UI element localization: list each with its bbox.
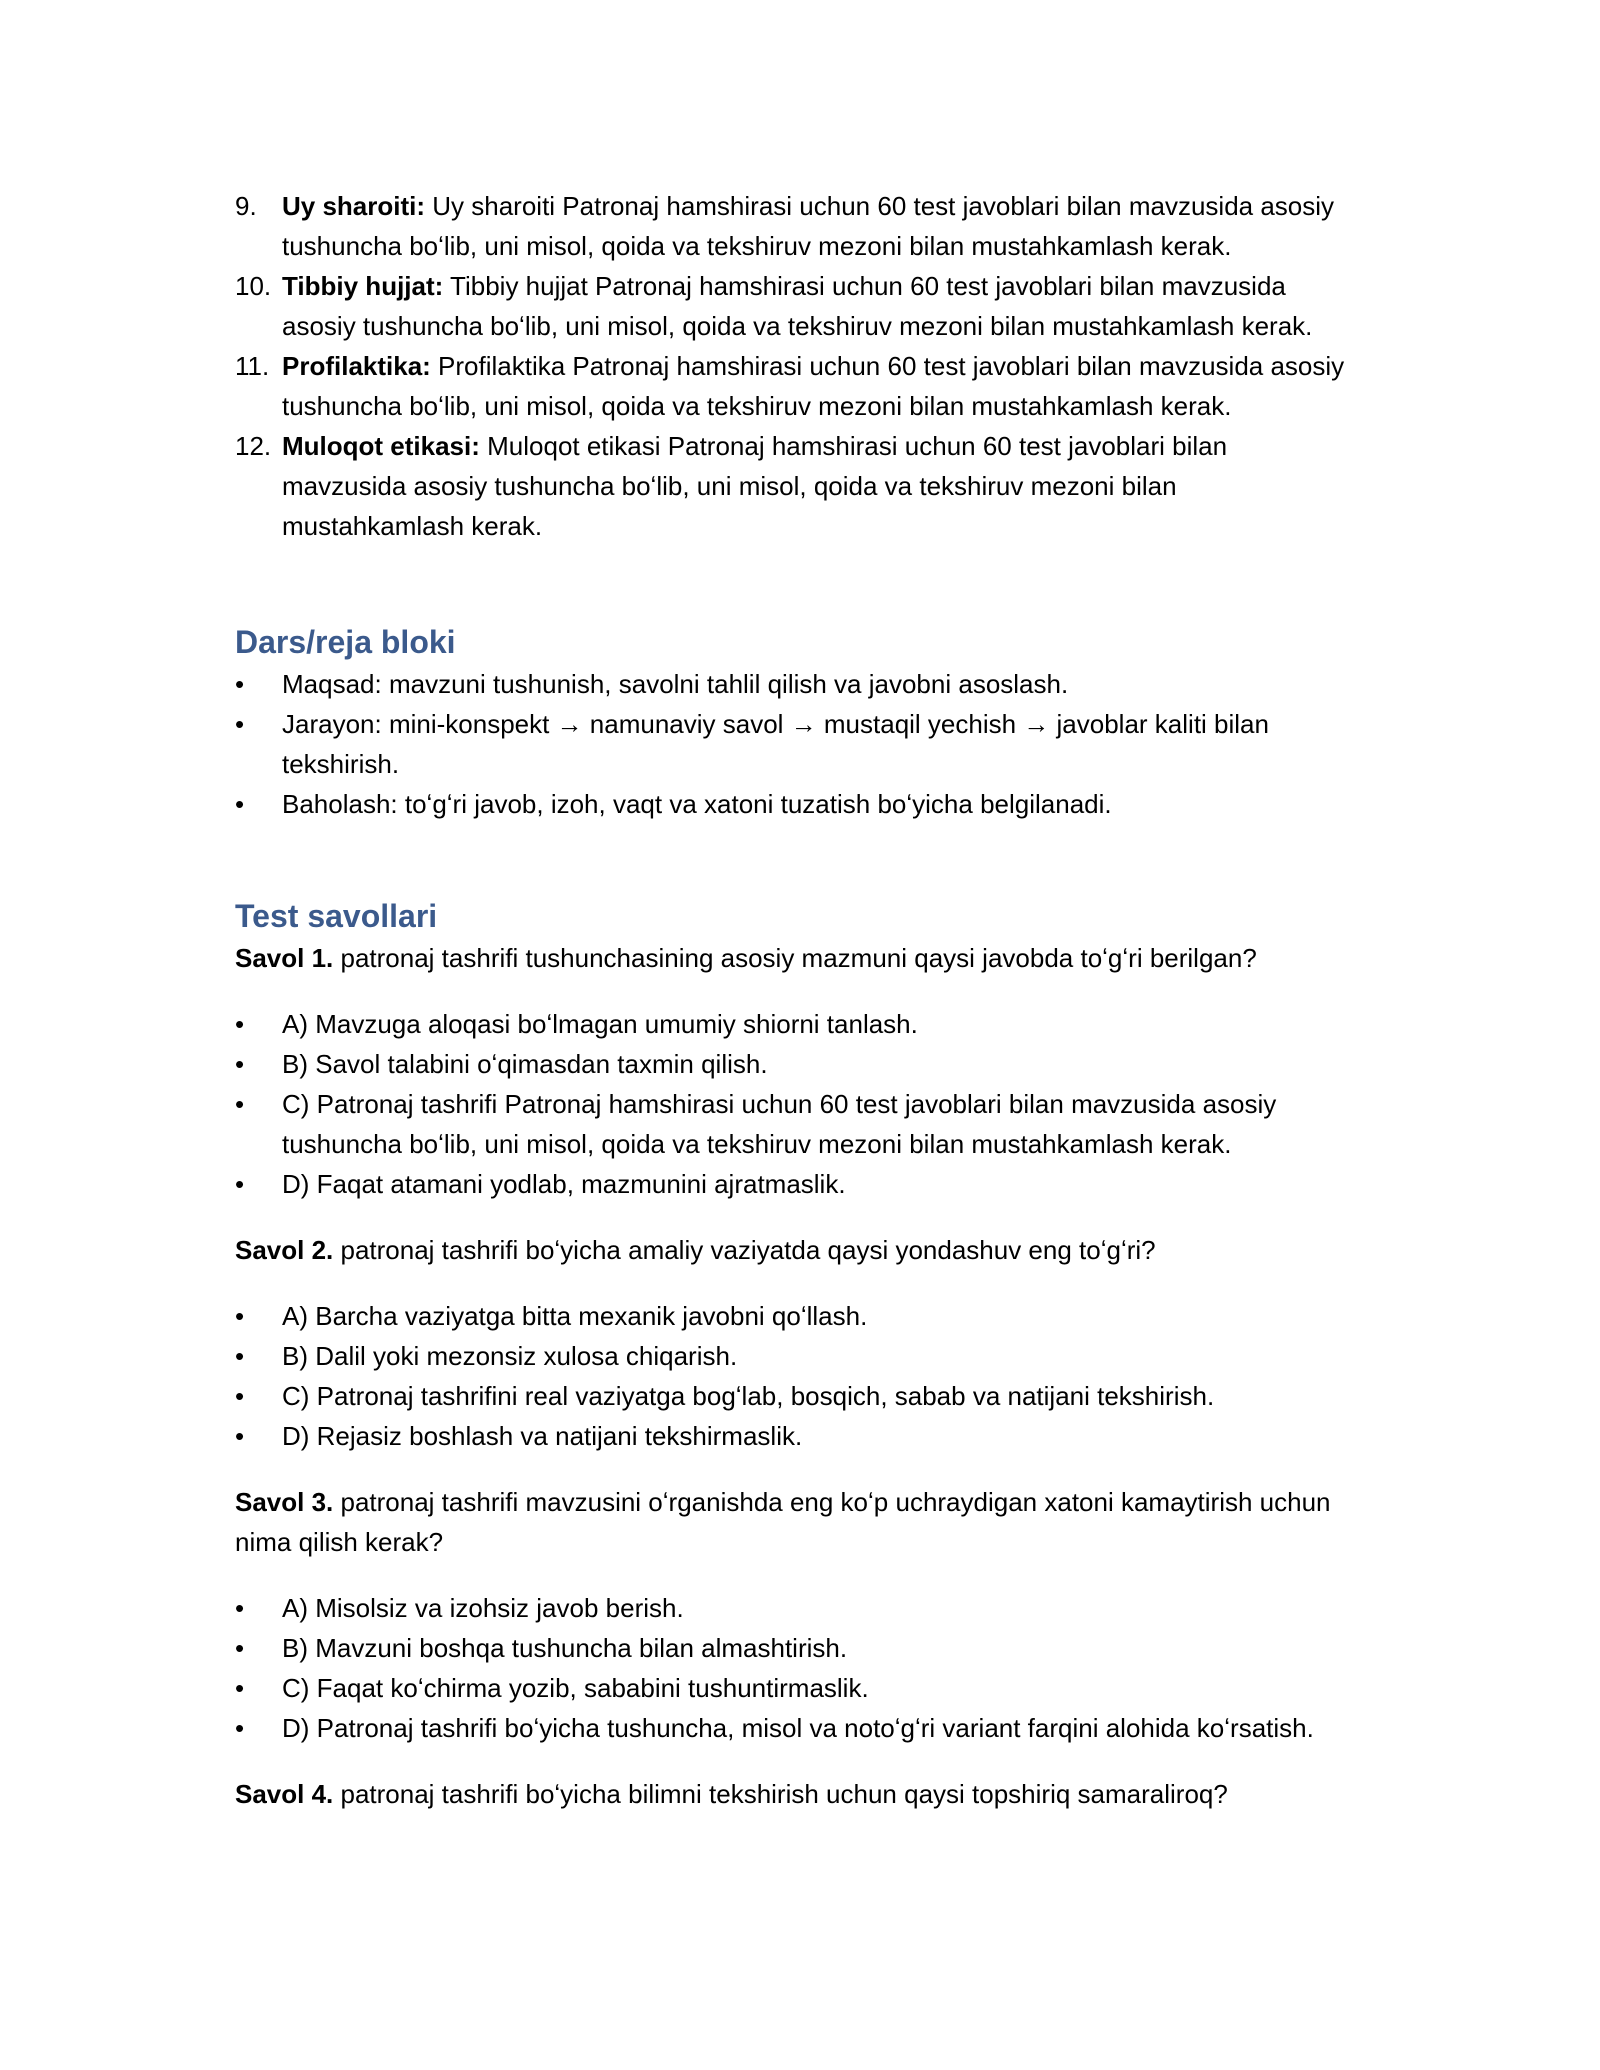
section-heading-lesson: Dars/reja bloki: [235, 624, 456, 660]
option-text: B) Savol talabini oʻqimasdan taxmin qilish.: [282, 1049, 768, 1079]
list-item: [235, 426, 1355, 546]
bullet-icon: •: [235, 1673, 245, 1703]
bullet-icon: •: [235, 1169, 245, 1199]
question-text: patronaj tashrifi mavzusini oʻrganishda eng koʻp uchraydigan xatoni kamaytirish uchun nima qilish kerak?: [235, 1487, 1331, 1557]
bullet-item: [235, 784, 1355, 824]
question-text: patronaj tashrifi boʻyicha amaliy vaziyatda qaysi yondashuv eng toʻgʻri?: [333, 1235, 1156, 1265]
item-title: Muloqot etikasi:: [282, 431, 480, 461]
option-item: [235, 1044, 1355, 1084]
option-item: [235, 1668, 1355, 1708]
bullet-icon: •: [235, 1421, 245, 1451]
option-item: [235, 1336, 1355, 1376]
numbered-list: [235, 186, 1355, 546]
question-text: patronaj tashrifi boʻyicha bilimni tekshirish uchun qaysi topshiriq samaraliroq?: [333, 1779, 1228, 1809]
bullet-icon: •: [235, 1009, 245, 1039]
bullet-item: [235, 664, 1355, 704]
item-text: Tibbiy hujjat Patronaj hamshirasi uchun 60 test javoblari bilan mavzusida asosiy tushuncha boʻlib, uni misol, qoida va tekshiruv mezoni bilan mustahkamlash kerak.: [282, 271, 1313, 341]
list-item: [235, 186, 1355, 266]
item-number: 10.: [235, 271, 272, 301]
option-text: D) Faqat atamani yodlab, mazmunini ajratmaslik.: [282, 1169, 846, 1199]
item-title: Profilaktika:: [282, 351, 431, 381]
bullet-icon: •: [235, 1381, 245, 1411]
option-text: C) Faqat koʻchirma yozib, sababini tushuntirmaslik.: [282, 1673, 869, 1703]
item-number: 12.: [235, 431, 272, 461]
option-text: C) Patronaj tashrifini real vaziyatga bogʻlab, bosqich, sabab va natijani tekshirish.: [282, 1381, 1215, 1411]
question-1: [235, 938, 1355, 978]
bullet-icon: •: [235, 1089, 245, 1119]
item-text: Muloqot etikasi Patronaj hamshirasi uchun 60 test javoblari bilan mavzusida asosiy tushuncha boʻlib, uni misol, qoida va tekshiruv mezoni bilan mustahkamlash kerak.: [282, 431, 1228, 541]
option-item: [235, 1628, 1355, 1668]
option-item: [235, 1296, 1355, 1336]
option-text: A) Barcha vaziyatga bitta mexanik javobni qoʻllash.: [282, 1301, 868, 1331]
option-item: [235, 1004, 1355, 1044]
question-label: Savol 4.: [235, 1779, 334, 1809]
options-list: [235, 1004, 1355, 1204]
bullet-icon: •: [235, 1593, 245, 1623]
option-item: [235, 1084, 1355, 1164]
option-text: A) Mavzuga aloqasi boʻlmagan umumiy shiorni tanlash.: [282, 1009, 918, 1039]
item-text: Profilaktika Patronaj hamshirasi uchun 60 test javoblari bilan mavzusida asosiy tushuncha boʻlib, uni misol, qoida va tekshiruv mezoni bilan mustahkamlash kerak.: [282, 351, 1345, 421]
option-text: C) Patronaj tashrifi Patronaj hamshirasi uchun 60 test javoblari bilan mavzusida asosiy tushuncha boʻlib, uni misol, qoida va tekshiruv mezoni bilan mustahkamlash kerak.: [282, 1089, 1277, 1159]
bullet-item: [235, 704, 1355, 784]
question-text: patronaj tashrifi tushunchasining asosiy mazmuni qaysi javobda toʻgʻri berilgan?: [333, 943, 1257, 973]
option-text: D) Patronaj tashrifi boʻyicha tushuncha, misol va notoʻgʻri variant farqini alohida koʻrsatish.: [282, 1713, 1314, 1743]
document-page: [235, 186, 1355, 1814]
option-item: [235, 1416, 1355, 1456]
option-text: D) Rejasiz boshlash va natijani tekshirmaslik.: [282, 1421, 803, 1451]
question-label: Savol 3.: [235, 1487, 334, 1517]
bullet-icon: •: [235, 789, 245, 819]
item-text: Uy sharoiti Patronaj hamshirasi uchun 60 test javoblari bilan mavzusida asosiy tushuncha boʻlib, uni misol, qoida va tekshiruv mezoni bilan mustahkamlash kerak.: [282, 191, 1335, 261]
bullet-text: Jarayon: mini-konspekt → namunaviy savol → mustaqil yechish → javoblar kaliti bilan tekshirish.: [282, 709, 1269, 779]
option-item: [235, 1376, 1355, 1416]
option-item: [235, 1708, 1355, 1748]
item-title: Uy sharoiti:: [282, 191, 426, 221]
bullet-icon: •: [235, 1713, 245, 1743]
options-list: [235, 1588, 1355, 1748]
option-item: [235, 1164, 1355, 1204]
bullet-text: Maqsad: mavzuni tushunish, savolni tahlil qilish va javobni asoslash.: [282, 669, 1069, 699]
bullet-text: Baholash: toʻgʻri javob, izoh, vaqt va xatoni tuzatish boʻyicha belgilanadi.: [282, 789, 1112, 819]
question-3: [235, 1482, 1355, 1562]
item-title: Tibbiy hujjat:: [282, 271, 444, 301]
item-number: 11.: [235, 351, 270, 381]
option-text: B) Mavzuni boshqa tushuncha bilan almashtirish.: [282, 1633, 848, 1663]
list-item: [235, 346, 1355, 426]
question-label: Savol 2.: [235, 1235, 334, 1265]
section-heading-test: Test savollari: [235, 898, 438, 934]
option-item: [235, 1588, 1355, 1628]
question-2: [235, 1230, 1355, 1270]
bullet-icon: •: [235, 669, 245, 699]
bullet-icon: •: [235, 1341, 245, 1371]
list-item: [235, 266, 1355, 346]
bullet-icon: •: [235, 1633, 245, 1663]
options-list: [235, 1296, 1355, 1456]
bullet-icon: •: [235, 1301, 245, 1331]
question-label: Savol 1.: [235, 943, 334, 973]
item-number: 9.: [235, 191, 257, 221]
option-text: A) Misolsiz va izohsiz javob berish.: [282, 1593, 684, 1623]
bullet-icon: •: [235, 1049, 245, 1079]
bullet-icon: •: [235, 709, 245, 739]
option-text: B) Dalil yoki mezonsiz xulosa chiqarish.: [282, 1341, 738, 1371]
question-4: [235, 1774, 1355, 1814]
lesson-bullet-list: [235, 664, 1355, 824]
